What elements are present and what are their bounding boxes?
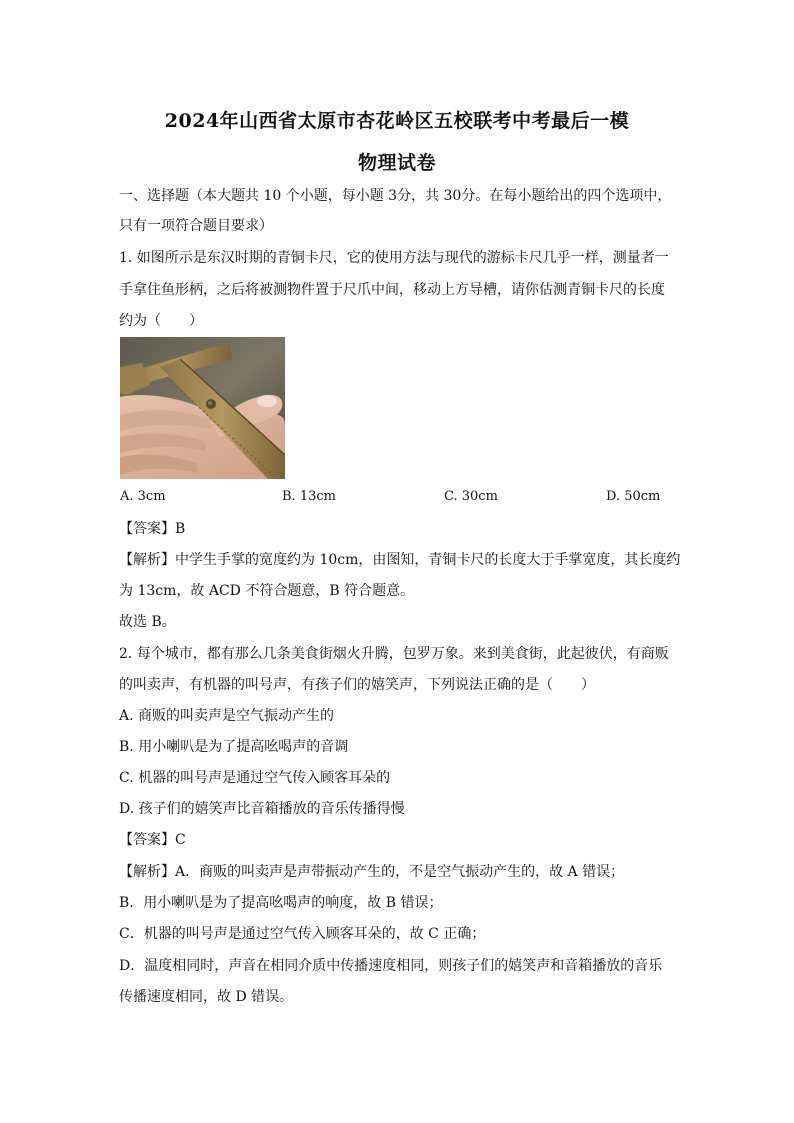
section-heading-line2: 只有一项符合题目要求） [119, 218, 273, 234]
q1-stem-line1: 1. 如图所示是东汉时期的青铜卡尺，它的使用方法与现代的游标卡尺几乎一样，测量者一 [119, 250, 669, 266]
exam-subtitle: 物理试卷 [357, 152, 436, 174]
q2-analysis-line2: B．用小喇叭是为了提高吆喝声的响度，故 B 错误； [119, 895, 443, 911]
q1-analysis-line2: 为 13cm，故 ACD 不符合题意，B 符合题意。 [119, 583, 415, 599]
q1-option-c: C. 30cm [444, 489, 498, 504]
q1-answer: 【答案】B [119, 521, 186, 537]
q2-option-d: D. 孩子们的嬉笑声比音箱播放的音乐传播得慢 [119, 801, 405, 817]
q1-option-b: B. 13cm [282, 489, 336, 504]
q2-analysis-line3: C．机器的叫号声是通过空气传入顾客耳朵的，故 C 正确； [119, 926, 486, 942]
q2-option-a: A. 商贩的叫卖声是空气振动产生的 [119, 708, 335, 724]
q1-option-a: A. 3cm [120, 489, 166, 504]
q2-analysis-line4: D．温度相同时，声音在相同介质中传播速度相同，则孩子们的嬉笑声和音箱播放的音乐 [119, 958, 663, 974]
q2-option-c: C. 机器的叫号声是通过空气传入顾客耳朵的 [119, 770, 391, 786]
q2-analysis-line5: 传播速度相同，故 D 错误。 [119, 989, 294, 1005]
q2-answer: 【答案】C [119, 832, 186, 848]
q1-stem-line2: 手拿住鱼形柄，之后将被测物件置于尺爪中间，移动上方导槽，请你估测青铜卡尺的长度 [119, 282, 665, 298]
q1-analysis-line1: 【解析】中学生手掌的宽度约为 10cm，由图知，青铜卡尺的长度大于手掌宽度，其长度约 [119, 552, 681, 568]
section-heading-line1: 一、选择题（本大题共 10 个小题，每小题 3分，共 30分。在每小题给出的四个选项中， [119, 188, 672, 204]
q1-conclusion: 故选 B。 [119, 614, 176, 630]
bronze-caliper-photo [120, 337, 285, 479]
q1-option-d: D. 50cm [606, 489, 661, 504]
q2-stem-line1: 2. 每个城市，都有那么几条美食街烟火升腾，包罗万象。来到美食街，此起彼伏，有商贩 [119, 646, 669, 662]
q2-option-b: B. 用小喇叭是为了提高吆喝声的音调 [119, 739, 349, 755]
q1-stem-line3: 约为（ ） [119, 313, 203, 329]
q2-analysis-line1: 【解析】A．商贩的叫卖声是声带振动产生的，不是空气振动产生的，故 A 错误； [119, 864, 625, 880]
q2-stem-line2: 的叫卖声，有机器的叫号声，有孩子们的嬉笑声，下列说法正确的是（ ） [119, 677, 595, 693]
exam-title: 2024年山西省太原市杏花岭区五校联考中考最后一模 [164, 110, 630, 132]
